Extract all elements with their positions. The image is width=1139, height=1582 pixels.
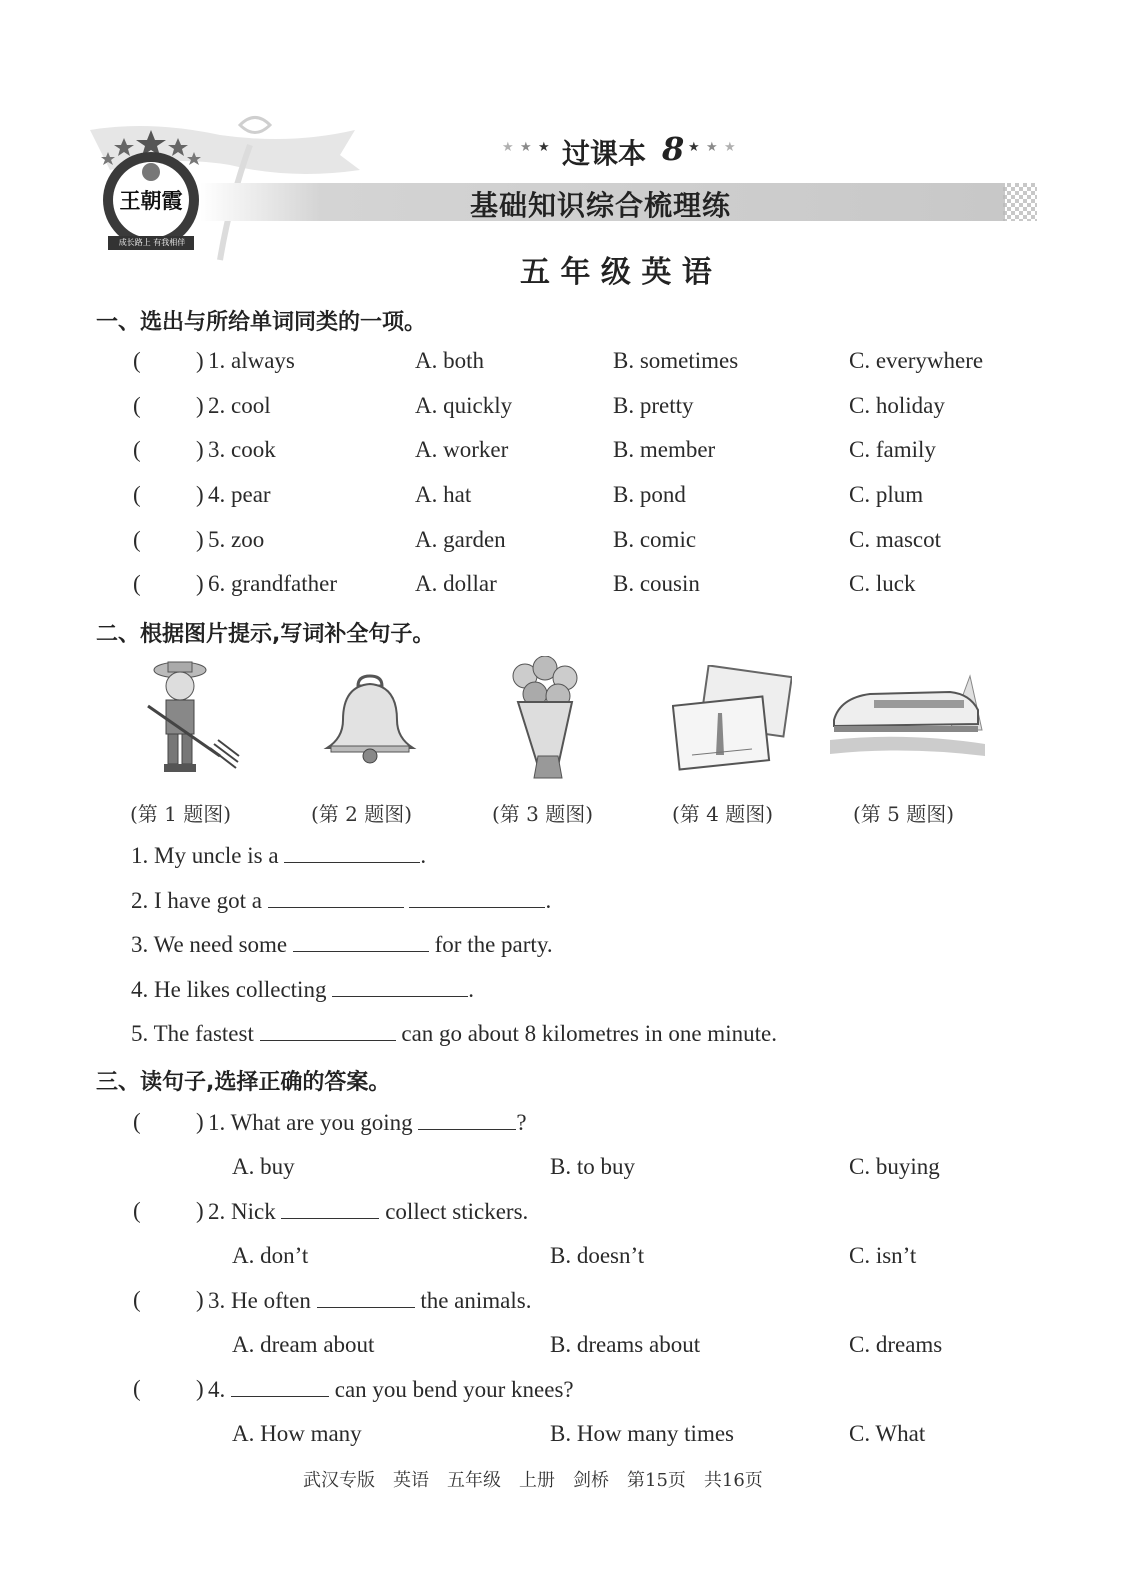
- answer-blank[interactable]: [281, 1198, 379, 1219]
- question-word: 5. zoo: [208, 527, 265, 552]
- answer-paren-close: ): [196, 348, 204, 373]
- sentence-3: [131, 931, 553, 958]
- sentence-text: 2. I have got a: [131, 888, 262, 913]
- answer-blank[interactable]: [418, 1109, 516, 1130]
- caption-4: (第 4 题图): [672, 802, 774, 826]
- answer-blank[interactable]: [317, 1287, 415, 1308]
- sentence-4: [131, 976, 474, 1003]
- question-text: [208, 1198, 528, 1225]
- option-a: A. both: [415, 348, 484, 373]
- answer-blank[interactable]: [150, 1287, 190, 1313]
- answer-paren-open: (: [133, 393, 141, 418]
- star-icon: ★: [520, 140, 532, 155]
- answer-blank[interactable]: [150, 437, 190, 463]
- sentence-text: 1. What are you going: [208, 1110, 413, 1135]
- sentence-text: 2. Nick: [208, 1199, 276, 1224]
- caption-5: (第 5 题图): [853, 802, 955, 826]
- caption-2: (第 2 题图): [311, 802, 413, 826]
- sentence-text: can you bend your knees?: [334, 1377, 574, 1402]
- option-a: A. dollar: [415, 571, 497, 596]
- answer-blank[interactable]: [150, 1198, 190, 1224]
- option-b: B. pretty: [613, 393, 694, 418]
- section1-title: 一、选出与所给单词同类的一项。: [96, 310, 427, 335]
- answer-blank[interactable]: [150, 482, 190, 508]
- answer-paren-open: (: [133, 1109, 141, 1134]
- answer-paren-open: (: [133, 1376, 141, 1401]
- answer-paren-close: ): [196, 393, 204, 418]
- question-word: 2. cool: [208, 393, 271, 418]
- series-number: 8: [662, 130, 685, 168]
- option-c: C. family: [849, 437, 936, 462]
- answer-blank[interactable]: [150, 527, 190, 553]
- caption-1: (第 1 题图): [130, 802, 232, 826]
- option-b: B. comic: [613, 527, 697, 552]
- answer-paren-open: (: [133, 348, 141, 373]
- star-icon: ★: [538, 140, 550, 155]
- answer-paren-close: ): [196, 437, 204, 462]
- option-b: B. cousin: [613, 571, 700, 596]
- section2-title: 二、根据图片提示,写词补全句子。: [96, 622, 435, 647]
- option-b: B. pond: [613, 482, 686, 507]
- sentence-text: the animals.: [420, 1288, 532, 1313]
- sentence-5: [131, 1020, 777, 1047]
- answer-paren-open: (: [133, 527, 141, 552]
- sentence-text: 3. He often: [208, 1288, 311, 1313]
- question-text: [208, 1376, 574, 1403]
- answer-paren-open: (: [133, 571, 141, 596]
- option-b: B. doesn’t: [550, 1243, 645, 1268]
- option-a: A. How many: [232, 1421, 362, 1446]
- sentence-2: [131, 887, 551, 914]
- option-a: A. dream about: [232, 1332, 375, 1357]
- option-a: A. worker: [415, 437, 509, 462]
- answer-blank[interactable]: [332, 976, 468, 997]
- answer-paren-close: ): [196, 482, 204, 507]
- answer-blank[interactable]: [150, 571, 190, 597]
- option-b: B. How many times: [550, 1421, 734, 1446]
- sentence-text: .: [545, 888, 552, 913]
- answer-blank[interactable]: [260, 1020, 396, 1041]
- banner-checker: [1003, 183, 1037, 221]
- sentence-text: for the party.: [434, 932, 553, 957]
- series-line: [500, 132, 750, 168]
- option-c: C. dreams: [849, 1332, 943, 1357]
- star-icon: ★: [688, 140, 700, 155]
- answer-paren-close: ): [196, 1287, 204, 1312]
- question-text: [208, 1109, 527, 1136]
- star-icon: ★: [724, 140, 736, 155]
- answer-blank[interactable]: [150, 348, 190, 374]
- answer-paren-close: ): [196, 1198, 204, 1223]
- star-icon: ★: [706, 140, 718, 155]
- option-b: B. dreams about: [550, 1332, 701, 1357]
- question-word: 3. cook: [208, 437, 276, 462]
- question-text: [208, 1287, 531, 1314]
- answer-paren-open: (: [133, 482, 141, 507]
- option-c: C. everywhere: [849, 348, 984, 373]
- option-a: A. quickly: [415, 393, 513, 418]
- answer-blank[interactable]: [150, 393, 190, 419]
- option-a: A. hat: [415, 482, 472, 507]
- answer-paren-open: (: [133, 1198, 141, 1223]
- answer-paren-close: ): [196, 571, 204, 596]
- sentence-text: 5. The fastest: [131, 1021, 254, 1046]
- option-c: C. holiday: [849, 393, 945, 418]
- postcards-image: [672, 665, 792, 775]
- option-a: A. buy: [232, 1154, 295, 1179]
- answer-blank[interactable]: [409, 887, 545, 908]
- option-a: A. garden: [415, 527, 506, 552]
- section3-title: 三、读句子,选择正确的答案。: [96, 1070, 391, 1095]
- answer-blank[interactable]: [293, 931, 429, 952]
- question-word: 1. always: [208, 348, 295, 373]
- caption-3: (第 3 题图): [492, 802, 594, 826]
- option-c: C. luck: [849, 571, 916, 596]
- sentence-text: ?: [516, 1110, 527, 1135]
- option-c: C. buying: [849, 1154, 940, 1179]
- option-c: C. isn’t: [849, 1243, 917, 1268]
- option-b: B. to buy: [550, 1154, 635, 1179]
- sentence-text: .: [420, 843, 427, 868]
- train-image: [830, 670, 985, 770]
- option-c: C. mascot: [849, 527, 941, 552]
- answer-blank[interactable]: [231, 1376, 329, 1397]
- sentence-text: .: [468, 977, 474, 1002]
- flowers-image: [500, 656, 590, 781]
- sentence-text: can go about 8 kilometres in one minute.: [401, 1021, 777, 1046]
- sentence-text: 3. We need some: [131, 932, 288, 957]
- sentence-1: [131, 842, 426, 869]
- header: [0, 0, 1139, 300]
- sentence-text: 1. My uncle is a: [131, 843, 279, 868]
- answer-paren-open: (: [133, 437, 141, 462]
- star-icon: ★: [502, 140, 514, 155]
- sentence-text: 4.: [208, 1377, 226, 1402]
- option-b: B. member: [613, 437, 716, 462]
- logo-slogan: 成长路上 有我相伴: [118, 238, 186, 247]
- option-b: B. sometimes: [613, 348, 739, 373]
- question-word: 4. pear: [208, 482, 271, 507]
- farmer-image: [140, 656, 240, 781]
- answer-paren-close: ): [196, 1109, 204, 1134]
- option-c: C. plum: [849, 482, 924, 507]
- page-footer: 武汉专版 英语 五年级 上册 剑桥 第15页 共16页: [303, 1470, 763, 1491]
- answer-blank[interactable]: [150, 1109, 190, 1135]
- answer-blank[interactable]: [284, 842, 420, 863]
- answer-blank[interactable]: [150, 1376, 190, 1402]
- series-title: 过课本: [562, 137, 647, 170]
- bell-image: [323, 672, 418, 767]
- sentence-text: 4. He likes collecting: [131, 977, 327, 1002]
- question-word: 6. grandfather: [208, 571, 337, 596]
- option-c: C. What: [849, 1421, 926, 1446]
- answer-paren-open: (: [133, 1287, 141, 1312]
- answer-paren-close: ): [196, 1376, 204, 1401]
- banner-title: 基础知识综合梳理练: [470, 189, 732, 222]
- answer-blank[interactable]: [268, 887, 404, 908]
- option-a: A. don’t: [232, 1243, 309, 1268]
- answer-paren-close: ): [196, 527, 204, 552]
- sentence-text: collect stickers.: [385, 1199, 529, 1224]
- logo-name: 王朝霞: [119, 189, 183, 213]
- page-subtitle: 五 年 级 英 语: [520, 255, 712, 290]
- logo: [96, 128, 206, 253]
